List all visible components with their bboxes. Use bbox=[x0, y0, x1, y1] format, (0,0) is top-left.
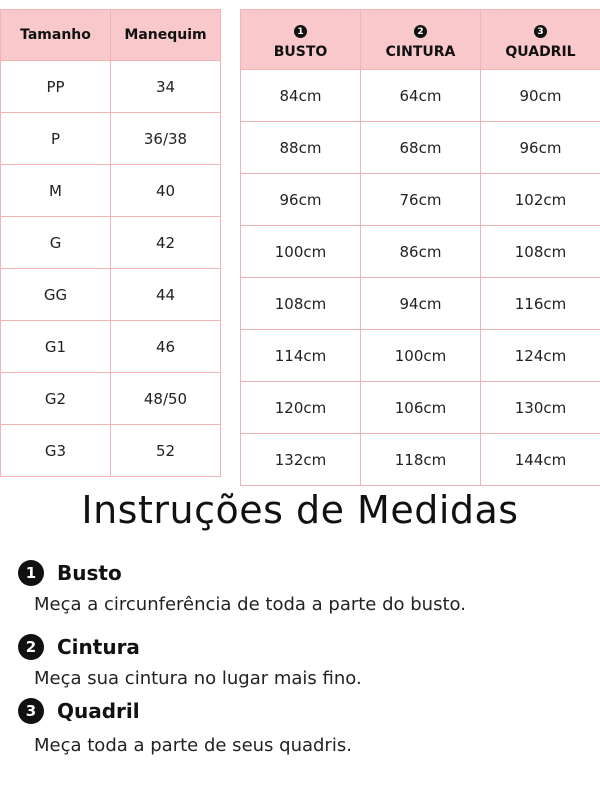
waist-cell: 100cm bbox=[361, 330, 481, 382]
instruction-heading-label: Quadril bbox=[57, 699, 140, 723]
table-row bbox=[241, 70, 600, 122]
table-row bbox=[1, 321, 221, 373]
header-label: BUSTO bbox=[273, 44, 328, 60]
hip-cell: 96cm bbox=[481, 122, 600, 174]
size-cell: G3 bbox=[1, 425, 111, 477]
header-label: CINTURA bbox=[385, 44, 456, 60]
hip-cell: 144cm bbox=[481, 434, 600, 486]
bust-cell: 108cm bbox=[241, 278, 361, 330]
hip-cell: 108cm bbox=[481, 226, 600, 278]
instruction-heading-cintura bbox=[18, 634, 140, 660]
header-label: QUADRIL bbox=[505, 44, 576, 60]
bust-cell: 132cm bbox=[241, 434, 361, 486]
instruction-text-busto: Meça a circunferência de toda a parte do busto. bbox=[34, 594, 466, 615]
waist-cell: 118cm bbox=[361, 434, 481, 486]
bust-cell: 120cm bbox=[241, 382, 361, 434]
instruction-heading-label: Cintura bbox=[57, 635, 140, 659]
table-row bbox=[1, 217, 221, 269]
table-row bbox=[241, 226, 600, 278]
size-table-header bbox=[1, 10, 221, 61]
header-busto bbox=[241, 10, 361, 70]
size-cell: P bbox=[1, 113, 111, 165]
waist-cell: 94cm bbox=[361, 278, 481, 330]
header-manequim: Manequim bbox=[111, 10, 221, 61]
table-row bbox=[1, 269, 221, 321]
hip-cell: 124cm bbox=[481, 330, 600, 382]
mannequin-cell: 46 bbox=[111, 321, 221, 373]
table-row bbox=[241, 330, 600, 382]
number-3-icon: 3 bbox=[18, 698, 44, 724]
number-3-icon: 3 bbox=[534, 25, 547, 38]
instruction-text-cintura: Meça sua cintura no lugar mais fino. bbox=[34, 668, 362, 689]
bust-cell: 96cm bbox=[241, 174, 361, 226]
instruction-heading-busto bbox=[18, 560, 122, 586]
mannequin-cell: 40 bbox=[111, 165, 221, 217]
instruction-text-quadril: Meça toda a parte de seus quadris. bbox=[34, 735, 352, 756]
size-cell: PP bbox=[1, 61, 111, 113]
hip-cell: 102cm bbox=[481, 174, 600, 226]
table-row bbox=[241, 174, 600, 226]
waist-cell: 76cm bbox=[361, 174, 481, 226]
header-cintura bbox=[361, 10, 481, 70]
measurements-table bbox=[240, 9, 600, 486]
number-2-icon: 2 bbox=[18, 634, 44, 660]
mannequin-cell: 34 bbox=[111, 61, 221, 113]
table-row bbox=[1, 425, 221, 477]
size-cell: G2 bbox=[1, 373, 111, 425]
bust-cell: 100cm bbox=[241, 226, 361, 278]
hip-cell: 130cm bbox=[481, 382, 600, 434]
size-cell: G1 bbox=[1, 321, 111, 373]
waist-cell: 86cm bbox=[361, 226, 481, 278]
instruction-heading-quadril bbox=[18, 698, 140, 724]
table-row bbox=[1, 373, 221, 425]
table-row bbox=[241, 434, 600, 486]
waist-cell: 68cm bbox=[361, 122, 481, 174]
table-row bbox=[241, 122, 600, 174]
number-1-icon: 1 bbox=[294, 25, 307, 38]
table-row bbox=[241, 382, 600, 434]
hip-cell: 90cm bbox=[481, 70, 600, 122]
waist-cell: 106cm bbox=[361, 382, 481, 434]
size-cell: GG bbox=[1, 269, 111, 321]
bust-cell: 84cm bbox=[241, 70, 361, 122]
bust-cell: 114cm bbox=[241, 330, 361, 382]
table-row bbox=[241, 278, 600, 330]
mannequin-cell: 48/50 bbox=[111, 373, 221, 425]
bust-cell: 88cm bbox=[241, 122, 361, 174]
mannequin-cell: 44 bbox=[111, 269, 221, 321]
number-1-icon: 1 bbox=[18, 560, 44, 586]
size-cell: G bbox=[1, 217, 111, 269]
header-tamanho: Tamanho bbox=[1, 10, 111, 61]
mannequin-cell: 52 bbox=[111, 425, 221, 477]
waist-cell: 64cm bbox=[361, 70, 481, 122]
table-row bbox=[1, 165, 221, 217]
size-table bbox=[0, 9, 221, 477]
table-row bbox=[1, 61, 221, 113]
instructions-title: Instruções de Medidas bbox=[81, 488, 519, 532]
instruction-heading-label: Busto bbox=[57, 561, 122, 585]
measurements-table-header bbox=[241, 10, 600, 70]
mannequin-cell: 42 bbox=[111, 217, 221, 269]
table-row bbox=[1, 113, 221, 165]
number-2-icon: 2 bbox=[414, 25, 427, 38]
mannequin-cell: 36/38 bbox=[111, 113, 221, 165]
hip-cell: 116cm bbox=[481, 278, 600, 330]
size-cell: M bbox=[1, 165, 111, 217]
header-quadril bbox=[481, 10, 600, 70]
